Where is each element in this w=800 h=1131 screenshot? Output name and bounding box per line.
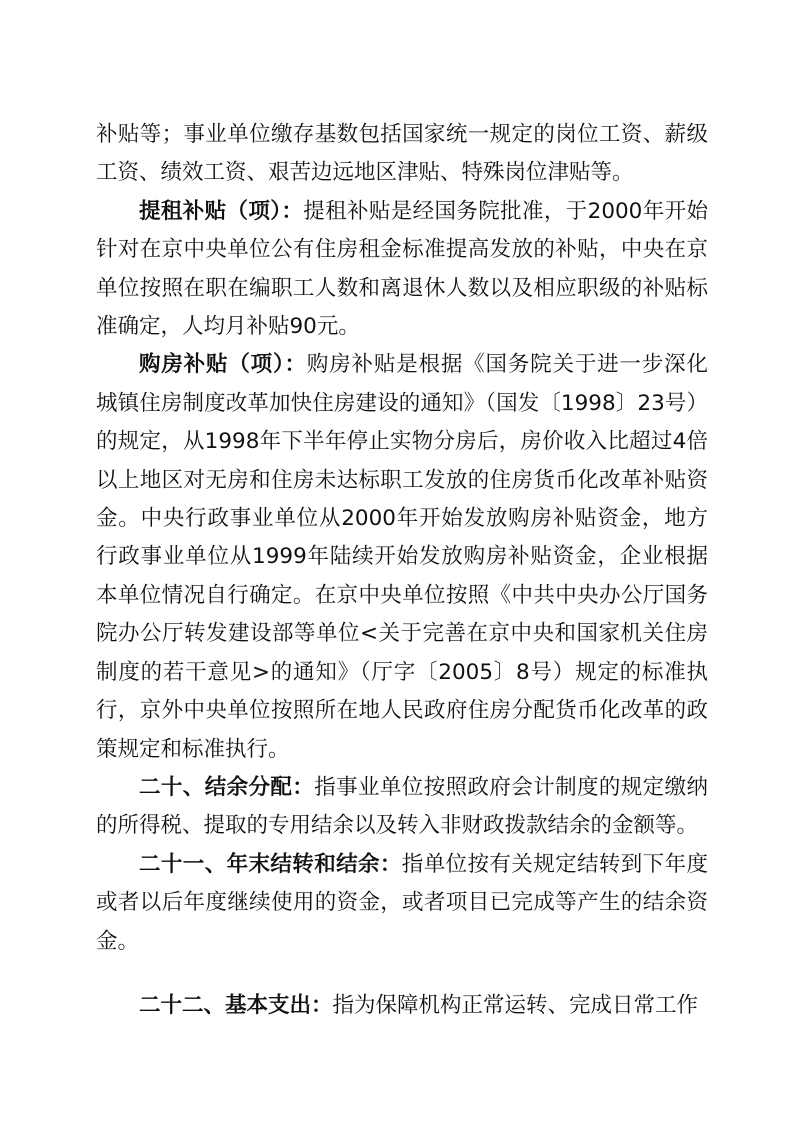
paragraph-basic-expenditure	[96, 987, 708, 1025]
paragraph-body: 提租补贴是经国务院批准，于2000年开始针对在京中央单位公有住房租金标准提高发放的补贴，中央在京单位按照在职在编职工人数和离退休人数以及相应职级的补贴标准确定，人均月补贴90元。	[96, 198, 708, 340]
paragraph-term: 二十一、年末结转和结余：	[139, 851, 402, 877]
paragraph-term: 二十二、基本支出：	[139, 992, 333, 1018]
paragraph-body: 指为保障机构正常运转、完成日常工作	[332, 992, 699, 1018]
paragraph-housing-fund-base	[96, 116, 708, 193]
paragraph-body: 补贴等；事业单位缴存基数包括国家统一规定的岗位工资、薪级工资、绩效工资、艰苦边远地区津贴、特殊岗位津贴等。	[96, 122, 708, 186]
paragraph-term: 购房补贴（项）：	[139, 352, 307, 378]
paragraph-year-end-carryover	[96, 846, 708, 961]
paragraph-surplus-distribution	[96, 769, 708, 846]
paragraph-body: 购房补贴是根据《国务院关于进一步深化城镇住房制度改革加快住房建设的通知》（国发〔1998〕23号）的规定，从1998年下半年停止实物分房后，房价收入比超过4倍以上地区对无房和住房未达标职工发放的住房货币化改革补贴资金。中央行政事业单位从2000年开始发放购房补贴资金，地方行政事业单位从1999年陆续开始发放购房补贴资金，企业根据本单位情况自行确定。在京中央单位按照《中共中央办公厅国务院办公厅转发建设部等单位<关于完善在京中央和国家机关住房制度的若干意见>的通知》（厅字〔2005〕8号）规定的标准执行，京外中央单位按照所在地人民政府住房分配货币化改革的政策规定和标准执行。	[96, 352, 708, 762]
paragraph-term: 提租补贴（项）：	[139, 198, 304, 224]
paragraph-purchase-subsidy	[96, 346, 708, 768]
paragraph-term: 二十、结余分配：	[139, 774, 315, 800]
paragraph-rent-subsidy	[96, 193, 708, 347]
paragraph-body: 指单位按有关规定结转到下年度或者以后年度继续使用的资金，或者项目已完成等产生的结余资金。	[96, 851, 708, 954]
paragraph-body: 指事业单位按照政府会计制度的规定缴纳的所得税、提取的专用结余以及转入非财政拨款结余的金额等。	[96, 774, 708, 839]
document-page	[96, 116, 708, 1025]
